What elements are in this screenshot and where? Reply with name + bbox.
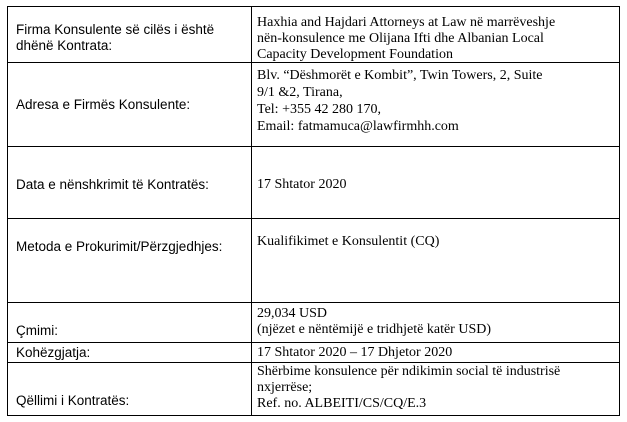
table-row (8, 343, 619, 363)
value-line: 9/1 &2, Tirana, (257, 85, 343, 100)
label-price (8, 303, 251, 342)
value-line: Email: fatmamuca@lawfirmhh.com (257, 119, 459, 134)
label-firm-address (8, 63, 251, 146)
table-row (8, 363, 619, 415)
value-line: Capacity Development Foundation (257, 47, 453, 62)
table-row (8, 303, 619, 343)
label-line: Firma Konsulente së cilës i është (16, 22, 215, 37)
value-contract-purpose (252, 363, 619, 415)
value-line: Kualifikimet e Konsulentit (CQ) (257, 234, 440, 249)
label-line: Data e nënshkrimit të Kontratës: (16, 177, 209, 192)
value-line: (njëzet e nëntëmijë e tridhjetë katër USD) (257, 322, 492, 337)
label-signing-date (8, 147, 251, 218)
value-firm-address (252, 63, 619, 146)
value-procurement-method (252, 219, 619, 302)
value-line: 17 Shtator 2020 – 17 Dhjetor 2020 (257, 345, 453, 360)
value-line: nxjerrëse; (257, 380, 313, 395)
value-line: nën-konsulence me Olijana Ifti dhe Albanian Local (257, 31, 544, 46)
label-line: Metoda e Prokurimit/Përzgjedhjes: (16, 239, 223, 254)
table-row (8, 147, 619, 219)
value-line: Blv. “Dëshmorët e Kombit”, Twin Towers, 2, Suite (257, 68, 543, 83)
label-line: dhënë Kontrata: (16, 38, 113, 53)
value-line: Haxhia and Hajdari Attorneys at Law në marrëveshje (257, 15, 556, 30)
value-line: 17 Shtator 2020 (257, 177, 347, 192)
label-line: Qëllimi i Kontratës: (16, 393, 130, 408)
label-consulting-firm (8, 7, 251, 62)
table-row (8, 219, 619, 303)
value-price (252, 303, 619, 342)
value-line: Ref. no. ALBEITI/CS/CQ/E.3 (257, 396, 427, 411)
value-consulting-firm (252, 7, 619, 62)
contract-info-table (7, 6, 620, 416)
value-duration (252, 343, 619, 362)
value-line: Shërbime konsulence për ndikimin social të industrisë (257, 364, 561, 379)
label-procurement-method (8, 219, 251, 302)
value-signing-date (252, 147, 619, 218)
label-line: Kohëzgjatja: (16, 345, 91, 360)
value-line: 29,034 USD (257, 306, 328, 321)
label-line: Adresa e Firmës Konsulente: (16, 97, 191, 112)
label-duration (8, 343, 251, 362)
table-row (8, 7, 619, 63)
value-line: Tel: +355 42 280 170, (257, 102, 381, 117)
label-contract-purpose (8, 363, 251, 415)
label-line: Çmimi: (16, 323, 58, 338)
table-row (8, 63, 619, 147)
